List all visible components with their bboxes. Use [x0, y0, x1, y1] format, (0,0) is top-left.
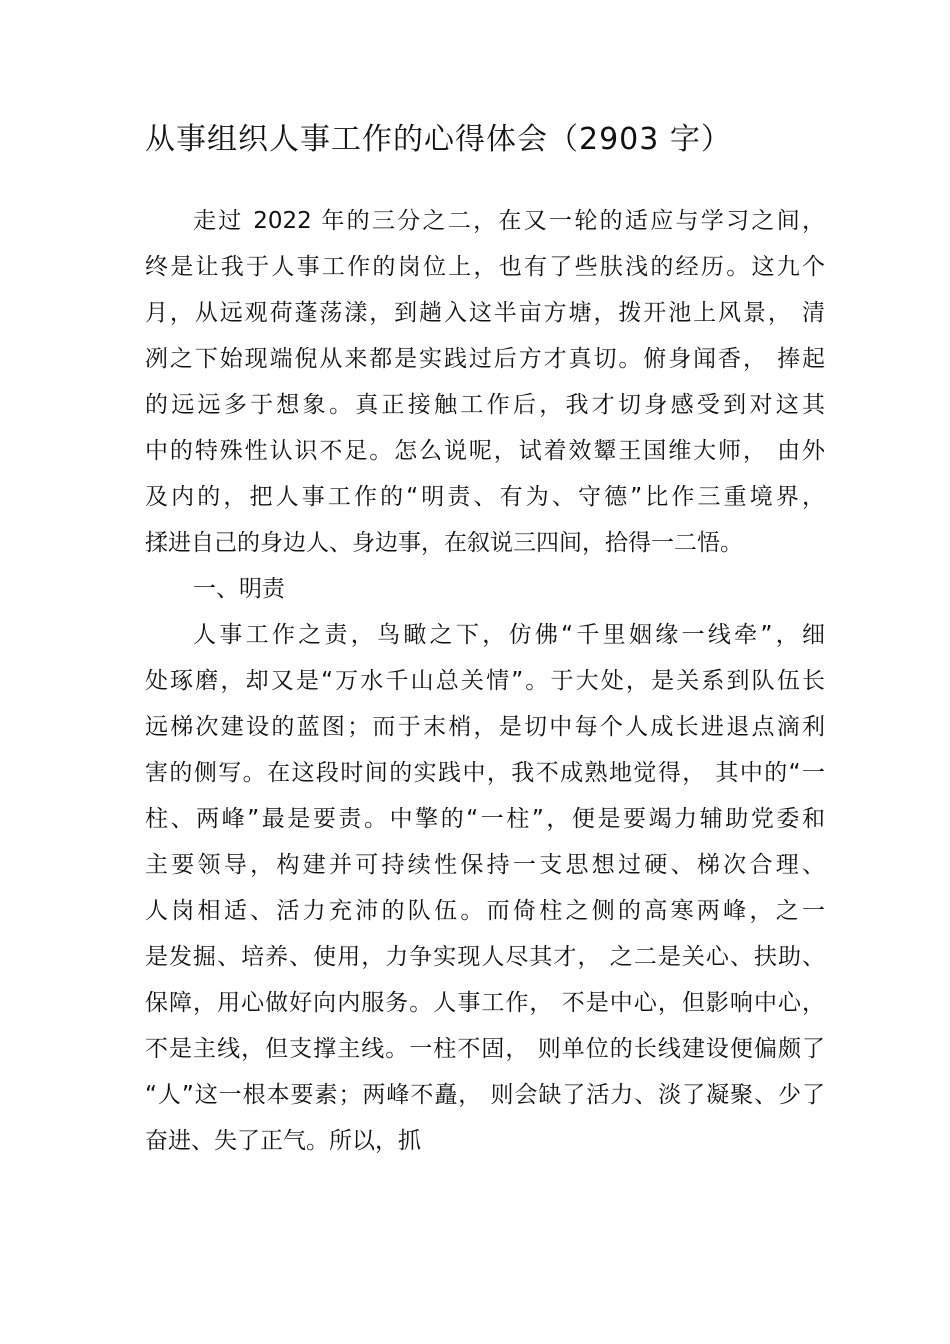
text-line: 柱、两峰”最是要责。中擎的“一柱”，便是要竭力辅助党委和: [145, 806, 825, 832]
text-line: 冽之下始现端倪从来都是实践过后方才真切。俯身闻香， 捧起: [145, 346, 825, 372]
document-title: 从事组织人事工作的心得体会（2903 字）: [145, 122, 732, 157]
text-line: 人岗相适、活力充沛的队伍。而倚柱之侧的高寒两峰，之一: [145, 898, 825, 924]
text-line: 人事工作之责，鸟瞰之下，仿佛“千里姻缘一线牵”，细: [193, 622, 825, 648]
text-line: 害的侧写。在这段时间的实践中，我不成熟地觉得， 其中的“一: [145, 760, 825, 786]
text-line: 奋进、失了正气。所以，抓: [145, 1128, 421, 1154]
text-line: 是发掘、培养、使用，力争实现人尽其才， 之二是关心、扶助、: [145, 944, 825, 970]
document-body: [145, 198, 825, 1164]
text-line: 及内的，把人事工作的“明责、有为、守德”比作三重境界，: [145, 484, 825, 510]
text-line: 主要领导，构建并可持续性保持一支思想过硬、梯次合理、: [145, 852, 825, 878]
text-line: 保障，用心做好向内服务。人事工作， 不是中心，但影响中心，: [145, 990, 825, 1016]
text-line: 的远远多于想象。真正接触工作后，我才切身感受到对这其: [145, 392, 825, 418]
text-line: 中的特殊性认识不足。怎么说呢，试着效颦王国维大师， 由外: [145, 438, 825, 464]
text-line: 处琢磨，却又是“万水千山总关情”。于大处，是关系到队伍长: [145, 668, 825, 694]
section-heading: 一、明责: [193, 576, 285, 602]
text-line: 不是主线，但支撑主线。一柱不固， 则单位的长线建设便偏颇了: [145, 1036, 825, 1062]
text-line: 终是让我于人事工作的岗位上，也有了些肤浅的经历。这九个: [145, 254, 825, 280]
text-line: 远梯次建设的蓝图；而于末梢，是切中每个人成长进退点滴利: [145, 714, 825, 740]
text-line: “人”这一根本要素；两峰不矗， 则会缺了活力、淡了凝聚、少了: [145, 1082, 825, 1108]
text-line: 走过 2022 年的三分之二，在又一轮的适应与学习之间，: [193, 208, 825, 234]
text-line: 揉进自己的身边人、身边事，在叙说三四间，拾得一二悟。: [145, 530, 743, 556]
text-line: 月，从远观荷蓬荡漾，到趟入这半亩方塘，拨开池上风景， 清: [145, 300, 825, 326]
